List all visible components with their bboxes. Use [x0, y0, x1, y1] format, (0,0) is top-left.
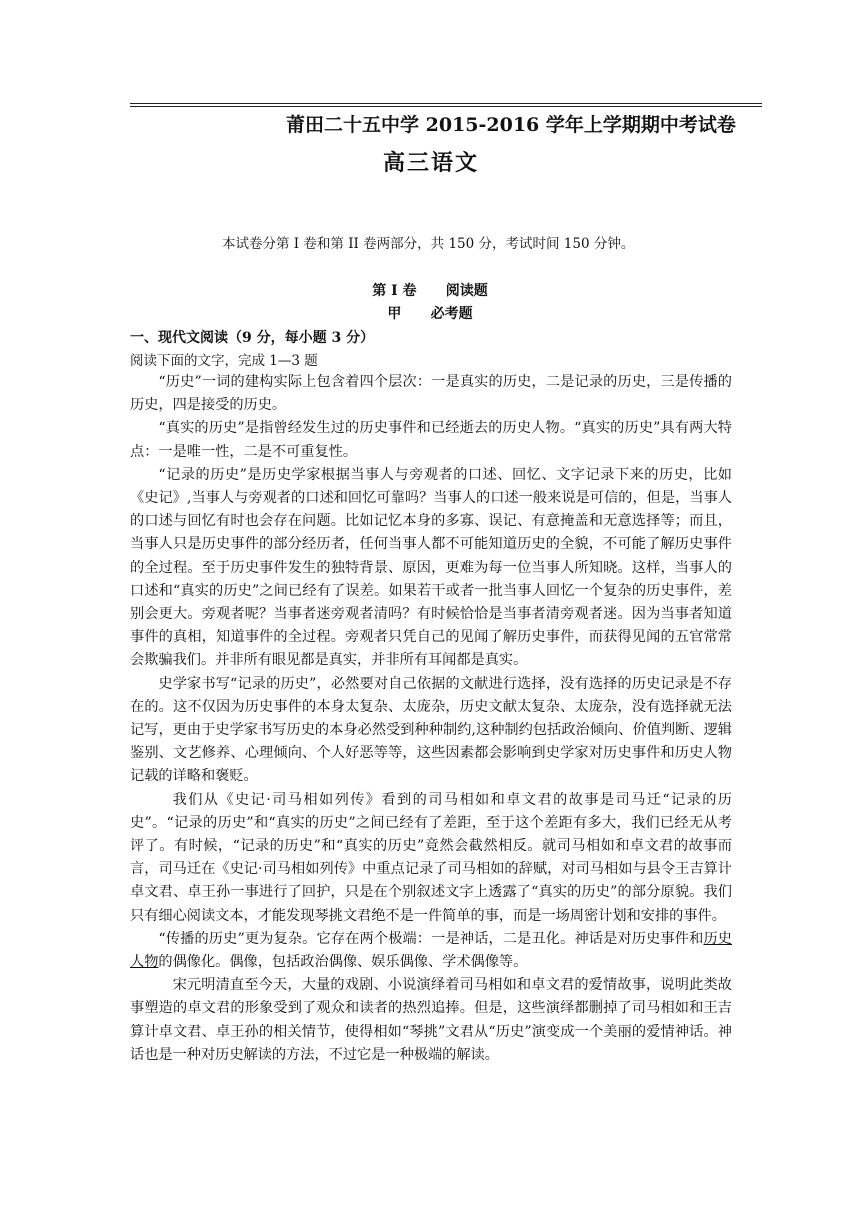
- paragraph-6-text-b: 的偶像化。偶像，包括政治偶像、娱乐偶像、学术偶像等。: [158, 954, 528, 971]
- exam-intro: 本试卷分第 I 卷和第 II 卷两部分，共 150 分，考试时间 150 分钟。: [222, 236, 635, 252]
- exam-subject: 高三语文: [383, 150, 480, 176]
- passage-paragraph-4: 史学家书写“记录的历史”，必然要对自己依据的文献进行选择，没有选择的历史记录是不存在的。这不仅因为历史事件的本身太复杂、太庞杂，历史文献太复杂、太庞杂，没有选择就无法记写，更由于史学家书写历史的本身必然受到种种制约,这种制约包括政治倾向、价值判断、逻辑鉴别、文艺修养、心理倾向、个人好恶等等，这些因素都会影响到史学家对历史事件和历史人物记载的详略和褒贬。: [130, 675, 732, 785]
- passage-paragraph-6: [130, 928, 732, 974]
- passage-paragraph-7: 宋元明清直至今天，大量的戏剧、小说演绎着司马相如和卓文君的爱情故事，说明此类故事塑造的卓文君的形象受到了观众和读者的热烈追捧。但是，这些演绎都删掉了司马相如和王吉算计卓文君、卓王孙的相关情节，使得相如“琴挑”文君从“历史”演变成一个美丽的爱情神话。神话也是一种对历史解读的方法，不过它是一种极端的解读。: [130, 977, 732, 1063]
- reading-passage: [130, 371, 732, 1067]
- passage-paragraph-1: “历史”一词的建构实际上包含着四个层次：一是真实的历史，二是记录的历史，三是传播的历史，四是接受的历史。: [130, 374, 732, 414]
- reading-instruction: 阅读下面的文字，完成 1—3 题: [130, 353, 318, 369]
- section-label: 甲 必考题: [387, 306, 473, 322]
- exam-title: 莆田二十五中学 2015-2016 学年上学期期中考试卷: [286, 114, 736, 136]
- paragraph-6-text-a: “传播的历史”更为复杂。它存在两个极端：一是神话，二是丑化。神话是对历史事件和: [158, 930, 704, 947]
- underlined-term: 历史人物: [130, 930, 732, 971]
- section-heading: 一、现代文阅读（9 分，每小题 3 分）: [130, 330, 375, 346]
- passage-paragraph-3: “记录的历史”是历史学家根据当事人与旁观者的口述、回忆、文字记录下来的历史，比如《史记》,当事人与旁观者的口述和回忆可靠吗？当事人的口述一般来说是可信的，但是，当事人的口述与回忆有时也会存在问题。比如记忆本身的多寡、误记、有意掩盖和无意选择等；而且，当事人只是历史事件的部分经历者，任何当事人都不可能知道历史的全貌，不可能了解历史事件的全过程。至于历史事件发生的独特背景、原因，更难为每一位当事人所知晓。这样，当事人的口述和“真实的历史”之间已经有了误差。如果若干或者一批当事人回忆一个复杂的历史事件，差别会更大。旁观者呢？当事者迷旁观者清吗？有时候恰恰是当事者清旁观者迷。因为当事者知道事件的真相，知道事件的全过程。旁观者只凭自己的见闻了解历史事件，而获得见闻的五官常常会欺骗我们。并非所有眼见都是真实，并非所有耳闻都是真实。: [130, 466, 732, 669]
- passage-paragraph-5: 我们从《史记·司马相如列传》看到的司马相如和卓文君的故事是司马迁“记录的历史”。“记录的历史”和“真实的历史”之间已经有了差距，至于这个差距有多大，我们已经无从考评了。有时候，“记录的历史”和“真实的历史”竟然会截然相反。就司马相如和卓文君的故事而言，司马迁在《史记·司马相如列传》中重点记录了司马相如的辞赋，对司马相如与县令王吉算计卓文君、卓王孙一事进行了回护，只是在个别叙述文字上透露了“真实的历史”的部分原貌。我们只有细心阅读文本，才能发现琴挑文君绝不是一件简单的事，而是一场周密计划和安排的事件。: [130, 791, 732, 924]
- header-rule: [130, 103, 762, 107]
- passage-paragraph-2: “真实的历史”是指曾经发生过的历史事件和已经逝去的历史人物。“真实的历史”具有两大特点：一是唯一性，二是不可重复性。: [130, 420, 732, 460]
- volume-heading: 第 I 卷 阅读题: [372, 283, 488, 299]
